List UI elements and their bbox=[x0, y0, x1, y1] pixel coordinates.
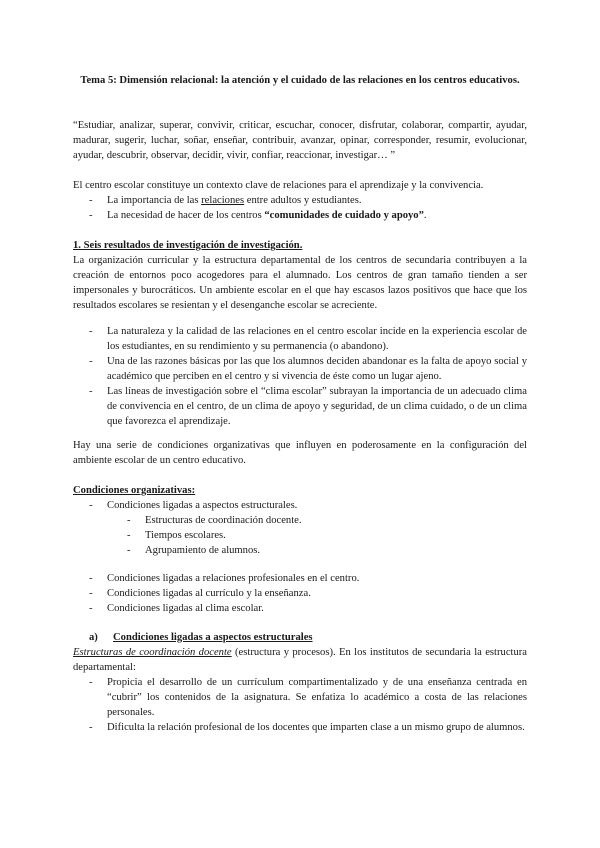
sublist-item: - Tiempos escolares. bbox=[73, 528, 527, 543]
section-a-lead: Estructuras de coordinación docente (estructura y procesos). En los institutos de secundaria la estructura departamental: bbox=[73, 647, 527, 673]
list-item: - Condiciones ligadas a relaciones profesionales en el centro. bbox=[73, 571, 527, 586]
document-title: Tema 5: Dimensión relacional: la atención y el cuidado de las relaciones en los centros educativos. bbox=[80, 75, 520, 86]
conditions-list bbox=[73, 498, 527, 513]
conditions-sublist bbox=[73, 513, 527, 558]
section-1-heading: 1. Seis resultados de investigación de investigación. bbox=[73, 240, 303, 251]
opening-quote: “Estudiar, analizar, superar, convivir, criticar, escuchar, conocer, disfrutar, colaborar, compartir, ayudar, madurar, sugerir, luchar, soñar, enseñar, contribuir, avanzar, opinar, corresponder, resumir, evolucionar, ayudar, descubrir, observar, decidir, vivir, confiar, reaccionar, investigar… ” bbox=[73, 120, 527, 161]
section-a-heading bbox=[73, 630, 527, 645]
list-item: - Condiciones ligadas al clima escolar. bbox=[73, 601, 527, 616]
list-item: - La importancia de las relaciones entre adultos y estudiantes. bbox=[73, 193, 527, 208]
intro-paragraph: El centro escolar constituye un contexto clave de relaciones para el aprendizaje y la convivencia. bbox=[73, 180, 484, 191]
section-a-lead-italic: Estructuras de coordinación docente bbox=[73, 647, 232, 658]
underlined-word: relaciones bbox=[201, 195, 245, 206]
conditions-list-rest bbox=[73, 571, 527, 616]
list-item: - Una de las razones básicas por las que los alumnos deciden abandonar es la falta de apoyo social y académico que perciben en el centro y si vivencia de éste como un lugar ajeno. bbox=[73, 354, 527, 384]
section-1-list bbox=[73, 324, 527, 429]
intro-list bbox=[73, 193, 527, 223]
section-a-label: a) bbox=[89, 632, 98, 643]
list-item: - Propicia el desarrollo de un currículum compartimentalizado y de una enseñanza centrada en “cubrir” los contenidos de la asignatura. Se enfatiza lo académico a costa de las relaciones personales. bbox=[73, 675, 527, 720]
emphasis-text: “comunidades de cuidado y apoyo” bbox=[264, 210, 424, 221]
list-item: - Condiciones ligadas a aspectos estructurales. bbox=[73, 498, 527, 513]
conditions-heading: Condiciones organizativas: bbox=[73, 485, 196, 496]
section-1-paragraph-2: Hay una serie de condiciones organizativas que influyen en poderosamente en la configuración del ambiente escolar de un centro educativo. bbox=[73, 440, 527, 466]
list-item: - Condiciones ligadas al currículo y la enseñanza. bbox=[73, 586, 527, 601]
list-item: - Dificulta la relación profesional de los docentes que imparten clase a un mismo grupo de alumnos. bbox=[73, 720, 527, 735]
section-a-title: Condiciones ligadas a aspectos estructurales bbox=[113, 632, 313, 643]
list-item: - La necesidad de hacer de los centros “comunidades de cuidado y apoyo”. bbox=[73, 208, 527, 223]
sublist-item: - Estructuras de coordinación docente. bbox=[73, 513, 527, 528]
section-a-list bbox=[73, 675, 527, 735]
list-item: - La naturaleza y la calidad de las relaciones en el centro escolar incide en la experiencia escolar de los estudiantes, en su rendimiento y su permanencia (o abandono). bbox=[73, 324, 527, 354]
list-item: - Las líneas de investigación sobre el “clima escolar” subrayan la importancia de un adecuado clima de convivencia en el centro, de un clima de apoyo y seguridad, de un clima cuidado, o de un clima que favorezca el aprendizaje. bbox=[73, 384, 527, 429]
section-1-paragraph: La organización curricular y la estructura departamental de los centros de secundaria contribuyen a la creación de entornos poco acogedores para el alumnado. Los centros de gran tamaño tienden a ser impersonales y burocráticos. Un ambiente escolar en el que hay escasos lazos positivos que hace que los resultados escolares se resientan y el desenganche escolar se acreciente. bbox=[73, 255, 527, 311]
sublist-item: - Agrupamiento de alumnos. bbox=[73, 543, 527, 558]
